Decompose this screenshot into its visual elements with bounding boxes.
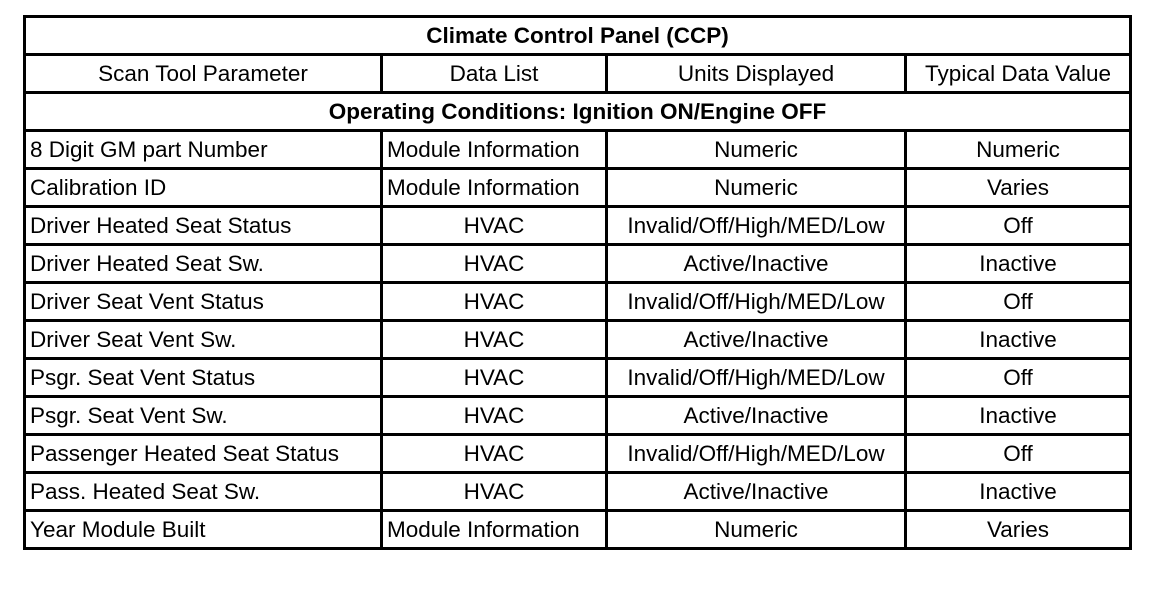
cell-data-list: HVAC [382, 473, 607, 511]
cell-data-list: HVAC [382, 397, 607, 435]
cell-typical-value: Numeric [906, 131, 1131, 169]
cell-data-list: HVAC [382, 435, 607, 473]
table-row [25, 283, 1131, 321]
cell-typical-value: Inactive [906, 397, 1131, 435]
operating-conditions: Operating Conditions: Ignition ON/Engine OFF [25, 93, 1131, 131]
cell-typical-value: Off [906, 435, 1131, 473]
cell-units-displayed: Numeric [607, 131, 906, 169]
header-data-list: Data List [382, 55, 607, 93]
cell-units-displayed: Active/Inactive [607, 397, 906, 435]
cell-data-list: Module Information [382, 511, 607, 549]
cell-data-list: HVAC [382, 207, 607, 245]
cell-parameter: Driver Heated Seat Sw. [25, 245, 382, 283]
table-row [25, 473, 1131, 511]
cell-data-list: HVAC [382, 321, 607, 359]
cell-parameter: Driver Seat Vent Status [25, 283, 382, 321]
table-row [25, 131, 1131, 169]
table-row [25, 207, 1131, 245]
cell-parameter: Passenger Heated Seat Status [25, 435, 382, 473]
table-row [25, 245, 1131, 283]
cell-units-displayed: Active/Inactive [607, 473, 906, 511]
ccp-data-table [23, 15, 1132, 550]
table-row [25, 511, 1131, 549]
cell-typical-value: Inactive [906, 473, 1131, 511]
table-title: Climate Control Panel (CCP) [25, 17, 1131, 55]
cell-parameter: Driver Heated Seat Status [25, 207, 382, 245]
cell-parameter: Calibration ID [25, 169, 382, 207]
cell-data-list: HVAC [382, 245, 607, 283]
header-scan-tool-parameter: Scan Tool Parameter [25, 55, 382, 93]
cell-units-displayed: Invalid/Off/High/MED/Low [607, 283, 906, 321]
cell-data-list: HVAC [382, 283, 607, 321]
title-row [25, 17, 1131, 55]
cell-typical-value: Varies [906, 511, 1131, 549]
cell-typical-value: Off [906, 359, 1131, 397]
cell-units-displayed: Numeric [607, 169, 906, 207]
header-row [25, 55, 1131, 93]
header-units-displayed: Units Displayed [607, 55, 906, 93]
cell-parameter: Driver Seat Vent Sw. [25, 321, 382, 359]
cell-data-list: Module Information [382, 131, 607, 169]
cell-parameter: Psgr. Seat Vent Sw. [25, 397, 382, 435]
cell-parameter: Pass. Heated Seat Sw. [25, 473, 382, 511]
table-row [25, 359, 1131, 397]
cell-typical-value: Inactive [906, 245, 1131, 283]
cell-typical-value: Inactive [906, 321, 1131, 359]
table-row [25, 435, 1131, 473]
cell-units-displayed: Invalid/Off/High/MED/Low [607, 359, 906, 397]
table-row [25, 321, 1131, 359]
cell-typical-value: Off [906, 283, 1131, 321]
cell-parameter: 8 Digit GM part Number [25, 131, 382, 169]
cell-data-list: Module Information [382, 169, 607, 207]
table-row [25, 169, 1131, 207]
cell-units-displayed: Active/Inactive [607, 321, 906, 359]
cell-units-displayed: Numeric [607, 511, 906, 549]
cell-data-list: HVAC [382, 359, 607, 397]
cell-units-displayed: Active/Inactive [607, 245, 906, 283]
cell-typical-value: Off [906, 207, 1131, 245]
cell-units-displayed: Invalid/Off/High/MED/Low [607, 207, 906, 245]
cell-typical-value: Varies [906, 169, 1131, 207]
cell-units-displayed: Invalid/Off/High/MED/Low [607, 435, 906, 473]
header-typical-data-value: Typical Data Value [906, 55, 1131, 93]
operating-conditions-row [25, 93, 1131, 131]
cell-parameter: Year Module Built [25, 511, 382, 549]
table-row [25, 397, 1131, 435]
cell-parameter: Psgr. Seat Vent Status [25, 359, 382, 397]
